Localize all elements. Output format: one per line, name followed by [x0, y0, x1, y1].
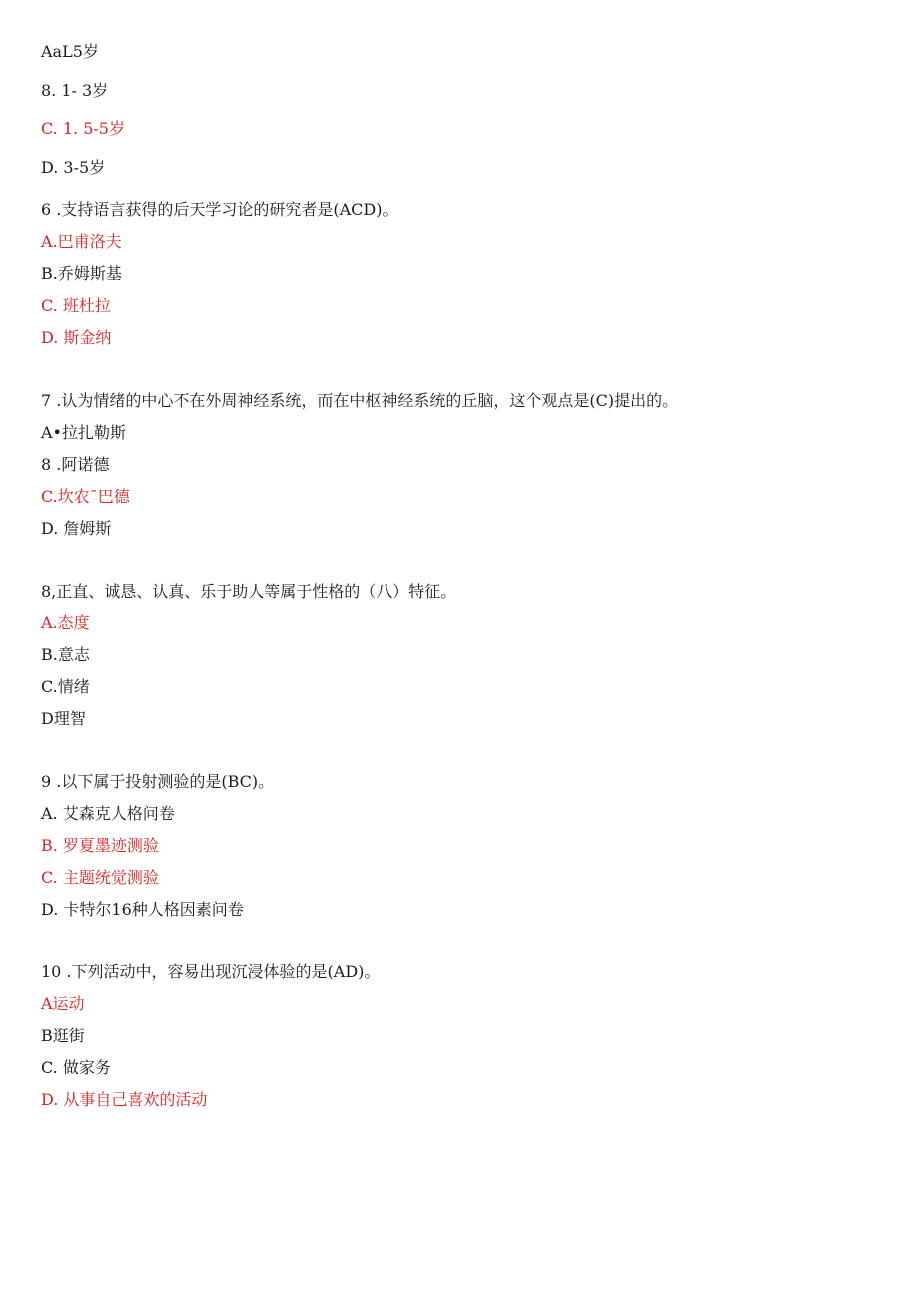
option-line: A运动 — [41, 994, 85, 1013]
option-line: A. 艾森克人格问卷 — [41, 804, 175, 823]
question-line: 6 .支持语言获得的后天学习论的研究者是(ACD)。 — [41, 200, 399, 219]
option-line: 8 .阿诺德 — [41, 455, 110, 474]
option-line: D. 3-5岁 — [41, 158, 106, 177]
question-line: 8,正直、诚恳、认真、乐于助人等属于性格的（八）特征。 — [41, 582, 457, 601]
option-line: 8. 1- 3岁 — [41, 81, 109, 100]
option-line: B逛街 — [41, 1026, 85, 1045]
option-line: AaL5岁 — [41, 42, 99, 61]
option-line: A.巴甫洛夫 — [41, 232, 122, 251]
option-line: C. 班杜拉 — [41, 296, 111, 315]
option-line: B.意志 — [41, 645, 90, 664]
question-line: 10 .下列活动中，容易出现沉浸体验的是(AD)。 — [41, 962, 381, 981]
option-line: D. 从事自己喜欢的活动 — [41, 1090, 208, 1109]
option-line: A•拉扎勒斯 — [41, 423, 126, 442]
option-line: C. 做家务 — [41, 1058, 111, 1077]
option-line: C.坎农¯巴德 — [41, 487, 130, 506]
option-line: C. 1. 5-5岁 — [41, 119, 125, 138]
question-line: 9 .以下属于投射测验的是(BC)。 — [41, 772, 275, 791]
option-line: D. 詹姆斯 — [41, 519, 112, 538]
option-line: B. 罗夏墨迹测验 — [41, 836, 159, 855]
option-line: C. 主题统觉测验 — [41, 868, 159, 887]
option-line: C.情绪 — [41, 677, 90, 696]
option-line: B.乔姆斯基 — [41, 264, 122, 283]
option-line: D. 卡特尔16种人格因素问卷 — [41, 900, 244, 919]
option-line: A.态度 — [41, 613, 90, 632]
option-line: D. 斯金纳 — [41, 328, 112, 347]
question-line: 7 .认为情绪的中心不在外周神经系统，而在中枢神经系统的丘脑，这个观点是(C)提出的。 — [41, 391, 679, 410]
option-line: D理智 — [41, 709, 86, 728]
